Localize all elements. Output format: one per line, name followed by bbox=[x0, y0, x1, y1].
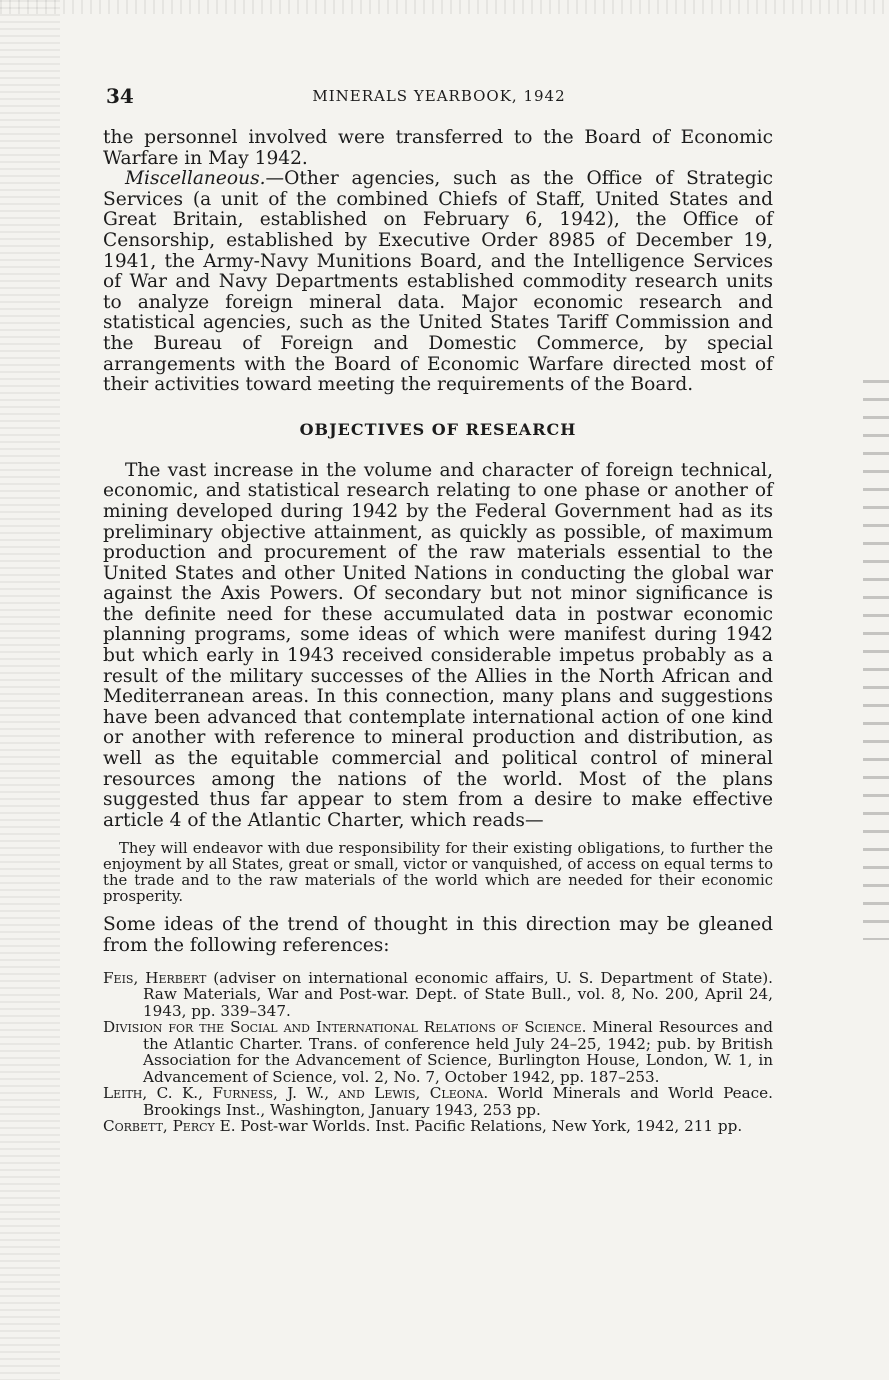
atlantic-charter-quote: They will endeavor with due responsibility for their existing obligations, to further the enjoyment by all States, great or small, victor or vanquished, of access on equal terms to the trade and to the raw materials of the world which are needed for their economic prosperity. bbox=[103, 840, 773, 906]
reference-text: World Minerals and World Peace. Brookings Inst., Washington, January 1943, 253 pp. bbox=[143, 1084, 773, 1119]
scan-edge-top bbox=[0, 0, 889, 14]
reference-item bbox=[103, 1019, 773, 1085]
continuation-paragraph: the personnel involved were transferred to the Board of Economic Warfare in May 1942. bbox=[103, 127, 773, 169]
running-title: MINERALS YEARBOOK, 1942 bbox=[312, 87, 566, 105]
objectives-paragraph: The vast increase in the volume and character of foreign technical, economic, and statistical research relating to one phase or another of mining developed during 1942 by the Federal Government had as its preliminary objective attainment, as quickly as possible, of maximum production and procurement of the raw materials essential to the United States and other United Nations in conducting the global war against the Axis Powers. Of secondary but not minor significance is the definite need for these accumulated data in postwar economic planning programs, some ideas of which were manifest during 1942 but which early in 1943 received considerable impetus probably as a result of the military successes of the Allies in the North African and Mediterranean areas. In this connection, many plans and suggestions have been advanced that contemplate international action of one kind or another with reference to mineral production and distribution, as well as the equitable commercial and political control of mineral resources among the nations of the world. Most of the plans suggested thus far appear to stem from a desire to make effective article 4 of the Atlantic Charter, which reads— bbox=[103, 459, 773, 831]
reference-text: Post-war Worlds. Inst. Pacific Relations, New York, 1942, 211 pp. bbox=[235, 1117, 743, 1136]
reference-author: Corbett, Percy E. bbox=[103, 1117, 236, 1136]
page-body bbox=[103, 128, 773, 1135]
reference-text: (adviser on international economic affairs, U. S. Department of State). Raw Materials, War and Post-war. Dept. of State Bull., vol. 8, No. 200, April 24, 1943, pp. 339–347. bbox=[143, 968, 773, 1020]
page-number: 34 bbox=[106, 84, 134, 108]
reference-item bbox=[103, 1118, 773, 1135]
reference-list bbox=[103, 970, 773, 1135]
miscellaneous-text: —Other agencies, such as the Office of Strategic Services (a unit of the combined Chiefs of Staff, United States and Great Britain, established on February 6, 1942), the Office of Censorship, established by Executive Order 8985 of December 19, 1941, the Army-Navy Munitions Board, and the Intelligence Services of War and Navy Departments established commodity research units to analyze foreign mineral data. Major economic research and statistical agencies, such as the United States Tariff Commission and the Bureau of Foreign and Domestic Commerce, by special arrangements with the Board of Economic Warfare directed most of their activities toward meeting the requirements of the Board. bbox=[103, 168, 773, 396]
reference-item bbox=[103, 1085, 773, 1118]
miscellaneous-lead: Miscellaneous. bbox=[125, 168, 266, 190]
page-header bbox=[106, 84, 772, 108]
reference-item bbox=[103, 970, 773, 1020]
reference-author: Feis, Herbert bbox=[103, 968, 207, 987]
block-quote bbox=[103, 841, 773, 905]
section-heading: OBJECTIVES OF RESEARCH bbox=[299, 419, 577, 439]
references-intro: Some ideas of the trend of thought in this direction may be gleaned from the following references: bbox=[103, 914, 773, 956]
reference-author: Division for the Social and International Relations of Science. bbox=[103, 1018, 587, 1037]
reference-text: Mineral Resources and the Atlantic Charter. Trans. of conference held July 24–25, 1942; pub. by British Association for the Advancement of Science, Burlington House, London, W. 1, in Advancement of Science, vol. 2, No. 7, October 1942, pp. 187–253. bbox=[143, 1018, 773, 1086]
scan-edge-right bbox=[863, 380, 889, 940]
scan-edge-left bbox=[0, 0, 60, 1380]
reference-author: Leith, C. K., Furness, J. W., and Lewis, Cleona. bbox=[103, 1084, 489, 1103]
miscellaneous-paragraph bbox=[103, 169, 773, 396]
